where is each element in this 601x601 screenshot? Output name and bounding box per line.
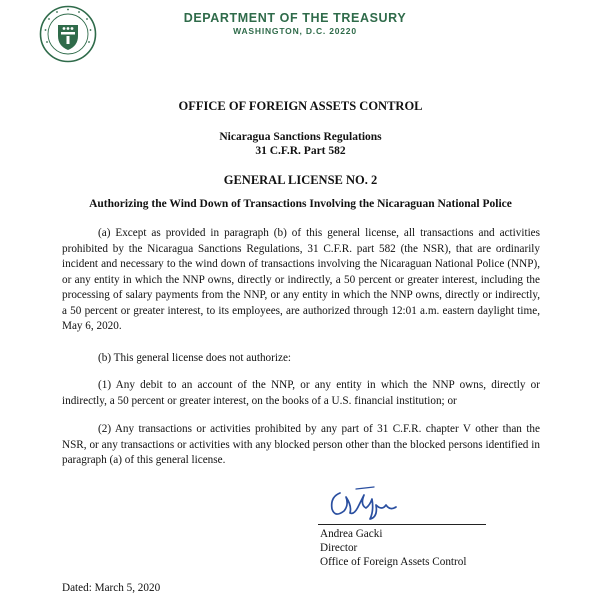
dated-line: Dated: March 5, 2020 [62,582,161,594]
department-address: WASHINGTON, D.C. 20220 [233,26,357,36]
signature-line [318,524,486,525]
signature-image [326,481,416,525]
paragraph-b: (b) This general license does not authorize: [98,352,292,364]
license-subject: Authorizing the Wind Down of Transactions Involving the Nicaraguan National Police [89,198,512,210]
department-name: DEPARTMENT OF THE TREASURY [183,11,407,25]
signer-title: Director [320,542,358,554]
license-title: GENERAL LICENSE NO. 2 [223,173,378,187]
paragraph-b1: (1) Any debit to an account of the NNP, or any entity in which the NNP owns, directly or indirectly, a 50 percent or greater interest, on the books of a U.S. financial institution; or [62,379,540,407]
regulation-title: Nicaragua Sanctions Regulations [219,131,382,143]
signer-office: Office of Foreign Assets Control [320,556,467,568]
paragraph-b2: (2) Any transactions or activities prohibited by any part of 31 C.F.R. chapter V other than the NSR, or any transactions or activities with any blocked person other than the blocked persons identified in paragraph (a) of this general license. [62,423,540,466]
signer-name: Andrea Gacki [320,528,383,540]
regulation-cite: 31 C.F.R. Part 582 [255,145,346,157]
paragraph-a: (a) Except as provided in paragraph (b) of this general license, all transactions and activities prohibited by the Nicaragua Sanctions Regulations, 31 C.F.R. part 582 (the NSR), that are ordinarily incident and necessary to the wind down of transactions involving the Nicaraguan National Police (NNP), or any entity in which the NNP owns, directly or indirectly, a 50 percent or greater interest, including the processing of salary payments from the NNP, or any entity in which the NNP owns, directly or indirectly, a 50 percent or greater interest, to its employees, are authorized through 12:01 a.m. eastern daylight time, May 6, 2020. [62,227,540,332]
office-heading: OFFICE OF FOREIGN ASSETS CONTROL [178,99,423,113]
treasury-seal-icon [39,5,97,63]
